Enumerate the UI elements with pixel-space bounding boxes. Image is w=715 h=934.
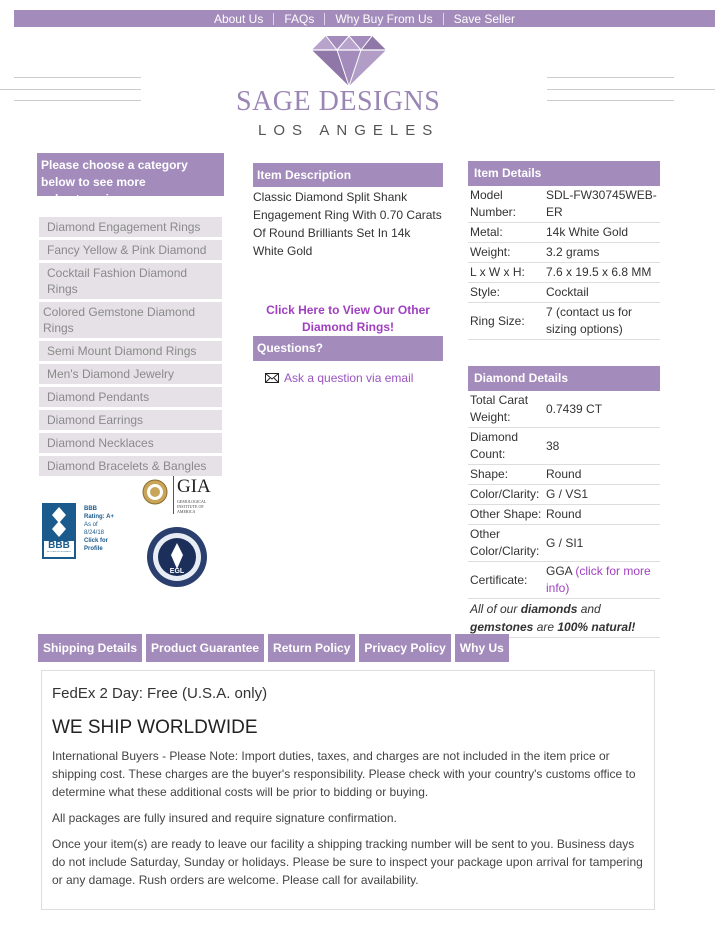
nav-why-buy[interactable]: Why Buy From Us (335, 11, 433, 26)
deco-line (14, 100, 141, 101)
tab-return-policy[interactable]: Return Policy (268, 634, 355, 662)
nav-about-us[interactable]: About Us (213, 11, 264, 26)
category-header: Please choose a category below to see more subcategories (37, 153, 224, 196)
detail-value: 7 (contact us for sizing options) (544, 303, 660, 340)
deco-line (14, 77, 141, 78)
table-row (468, 283, 660, 303)
tab-shipping-details[interactable]: Shipping Details (38, 634, 142, 662)
table-row (468, 186, 660, 223)
item-description-section (253, 163, 443, 385)
detail-value: G / VS1 (544, 485, 660, 505)
detail-value: Cocktail (544, 283, 660, 303)
certificate-lab: GGA (546, 564, 573, 578)
bbb-label: BBB (84, 506, 97, 512)
shipping-paragraph: All packages are fully insured and require signature confirmation. (52, 811, 397, 825)
detail-value: 38 (544, 428, 660, 465)
category-engagement-rings[interactable]: Diamond Engagement Rings (39, 217, 222, 237)
table-row (468, 391, 660, 428)
gia-logo-subtext: GEMOLOGICAL INSTITUTE OF AMERICA (177, 499, 207, 514)
category-list (37, 217, 224, 476)
ask-question-link[interactable] (265, 371, 443, 385)
detail-key: Metal: (468, 223, 544, 243)
envelope-icon (265, 373, 279, 383)
category-bracelets-bangles[interactable]: Diamond Bracelets & Bangles (39, 456, 222, 476)
note-text: and (577, 602, 601, 616)
shipping-paragraph: Once your item(s) are ready to leave our facility a shipping tracking number will be sent to you. Business days do not include Saturday, Sunday or holidays. Please be sure to inspect your package upon arrival for tampering or any damage. Rush orders are welcome. Please call for availability. (52, 837, 643, 887)
detail-key: Ring Size: (468, 303, 544, 340)
detail-key: Style: (468, 283, 544, 303)
detail-value: SDL-FW30745WEB-ER (544, 186, 660, 223)
bbb-logo-subtext: ACCREDITED BUSINESS (47, 551, 71, 553)
bbb-logo-text: BBB (48, 540, 70, 551)
table-row (468, 223, 660, 243)
table-row (468, 505, 660, 525)
brand-name: SAGE DESIGNS (236, 86, 441, 117)
note-emphasis: 100% natural! (557, 620, 636, 634)
certificate-value (544, 562, 660, 599)
ask-question-label: Ask a question via email (284, 371, 414, 385)
deco-line (547, 77, 674, 78)
table-row (468, 485, 660, 505)
certificate-info-link[interactable]: (click for more info) (546, 564, 651, 595)
detail-value: G / SI1 (544, 525, 660, 562)
brand-logo[interactable] (0, 36, 715, 146)
detail-key: Shape: (468, 465, 544, 485)
shipping-heading: WE SHIP WORLDWIDE (52, 717, 258, 738)
tab-privacy-policy[interactable]: Privacy Policy (359, 634, 450, 662)
category-necklaces[interactable]: Diamond Necklaces (39, 433, 222, 453)
table-row (468, 465, 660, 485)
gia-badge[interactable] (142, 476, 220, 518)
shipping-paragraph: International Buyers - Please Note: Import duties, taxes, and charges are not included in the item price or shipping cost. These charges are the buyer's responsibility. Please check with your country's customs office to determine what these additional costs will be prior to bidding or buying. (52, 749, 636, 799)
category-pendants[interactable]: Diamond Pendants (39, 387, 222, 407)
bbb-rating: Rating: A+ (84, 514, 114, 520)
detail-value: Round (544, 465, 660, 485)
bbb-date: 8/24/18 (84, 530, 105, 536)
bbb-click: Click for (84, 538, 109, 544)
trust-badges (40, 470, 220, 595)
egl-logo-text: EGL (169, 568, 185, 575)
category-mens-jewelry[interactable]: Men's Diamond Jewelry (39, 364, 222, 384)
item-details-title: Item Details (468, 161, 660, 186)
info-tabs (38, 634, 509, 662)
egl-seal-icon (146, 526, 208, 588)
detail-value: 7.6 x 19.5 x 6.8 MM (544, 263, 660, 283)
category-fancy-yellow-pink[interactable]: Fancy Yellow & Pink Diamond (39, 240, 222, 260)
category-sidebar (37, 153, 224, 479)
detail-value: Round (544, 505, 660, 525)
item-description-text: Classic Diamond Split Shank Engagement Ring With 0.70 Carats Of Round Brilliants Set In 14k White Gold (253, 190, 442, 258)
item-details-table (468, 186, 660, 340)
deco-line (547, 100, 674, 101)
diamond-logo-icon (312, 36, 386, 86)
view-other-rings-link[interactable]: Click Here to View Our Other Diamond Rings! (266, 303, 430, 334)
gia-divider (173, 476, 174, 514)
category-earrings[interactable]: Diamond Earrings (39, 410, 222, 430)
category-colored-gemstone[interactable]: Colored Gemstone Diamond Rings (39, 302, 222, 338)
detail-key: Color/Clarity: (468, 485, 544, 505)
bbb-profile: Profile (84, 546, 103, 552)
shipping-details-panel (41, 670, 655, 910)
table-row (468, 562, 660, 599)
deco-line (0, 89, 141, 90)
detail-key: Diamond Count: (468, 428, 544, 465)
detail-key: Other Color/Clarity: (468, 525, 544, 562)
category-semi-mount[interactable]: Semi Mount Diamond Rings (39, 341, 222, 361)
table-row (468, 263, 660, 283)
detail-value: 0.7439 CT (544, 391, 660, 428)
detail-key: Certificate: (468, 562, 544, 599)
detail-key: Total Carat Weight: (468, 391, 544, 428)
detail-key: Model Number: (468, 186, 544, 223)
note-emphasis: gemstones (470, 620, 534, 634)
deco-line (547, 89, 715, 90)
tab-product-guarantee[interactable]: Product Guarantee (146, 634, 264, 662)
details-column (468, 161, 660, 638)
shipping-line: FedEx 2 Day: Free (U.S.A. only) (52, 685, 268, 702)
natural-note (468, 599, 660, 638)
diamond-details-title: Diamond Details (468, 366, 660, 391)
note-text: All of our (470, 602, 521, 616)
item-description-title: Item Description (253, 163, 443, 187)
table-row (468, 525, 660, 562)
gia-seal-icon (142, 479, 168, 505)
bbb-rating-text (84, 505, 114, 553)
brand-location: LOS ANGELES (258, 122, 440, 139)
bbb-badge[interactable] (42, 503, 126, 561)
table-row (468, 428, 660, 465)
table-row (468, 243, 660, 263)
nav-faqs[interactable]: FAQs (284, 11, 315, 26)
top-nav-bar (14, 10, 715, 27)
bbb-as-of: As of (84, 522, 98, 528)
questions-title: Questions? (253, 336, 443, 361)
category-cocktail-rings[interactable]: Cocktail Fashion Diamond Rings (39, 263, 222, 299)
tab-why-us[interactable]: Why Us (455, 634, 509, 662)
detail-key: Weight: (468, 243, 544, 263)
detail-key: L x W x H: (468, 263, 544, 283)
note-text: are (533, 620, 558, 634)
detail-value: 3.2 grams (544, 243, 660, 263)
table-row (468, 303, 660, 340)
note-emphasis: diamonds (520, 602, 578, 616)
nav-save-seller[interactable]: Save Seller (453, 11, 516, 26)
detail-key: Other Shape: (468, 505, 544, 525)
diamond-details-table (468, 391, 660, 599)
gia-logo-text: GIA (177, 476, 211, 497)
detail-value: 14k White Gold (544, 223, 660, 243)
egl-badge[interactable] (146, 526, 208, 588)
